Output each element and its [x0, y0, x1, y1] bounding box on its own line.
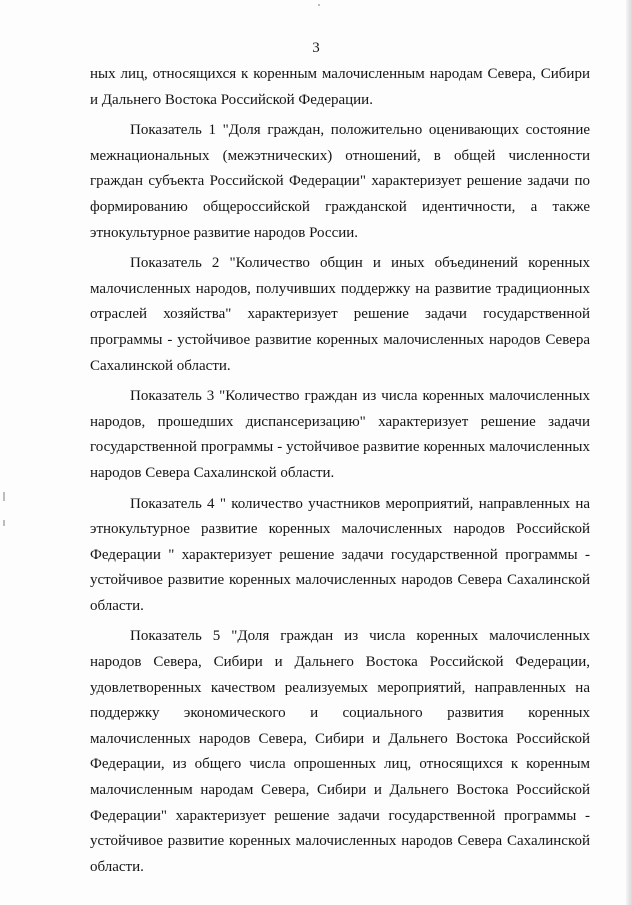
paragraph-indicator-4: Показатель 4 " количество участников мероприятий, направленных на этнокультурное развитие коренных малочисленных народов Российской Федерации " характеризует решение задачи государственной программы - устойчивое развитие коренных малочисленных народов Севера Сахалинской области.: [90, 495, 590, 614]
page-number: 3: [312, 40, 320, 56]
scan-mark-top: [318, 4, 320, 6]
paragraph-indicator-1: Показатель 1 "Доля граждан, положительно оценивающих состояние межнациональных (межэтнических) отношений, в общей численности граждан субъекта Российской Федерации" характеризует решение задачи по формированию общероссийской гражданской идентичности, а также этнокультурное развитие народов России.: [90, 122, 590, 241]
scan-edge-shadow: [626, 0, 632, 905]
scan-mark-left: [3, 492, 5, 501]
paragraph-indicator-5: Показатель 5 "Доля граждан из числа коренных малочисленных народов Севера, Сибири и Дальнего Востока Российской Федерации, удовлетворенных качеством реализуемых мероприятий, направленных на поддержку экономического и социального развития коренных малочисленных народов Севера, Сибири и Дальнего Востока Российской Федерации, из общего числа опрошенных лиц, относящихся к коренным малочисленным народам Севера, Сибири и Дальнего Востока Российской Федерации" характеризует решение задачи государственной программы - устойчивое развитие коренных малочисленных народов Севера Сахалинской области.: [90, 628, 590, 875]
document-body: [90, 62, 590, 885]
paragraph-continuation: ных лиц, относящихся к коренным малочисленным народам Севера, Сибири и Дальнего Востока Российской Федерации.: [90, 66, 590, 108]
paragraph-indicator-3: Показатель 3 "Количество граждан из числа коренных малочисленных народов, прошедших диспансеризацию" характеризует решение задачи государственной программы - устойчивое развитие коренных малочисленных народов Севера Сахалинской области.: [90, 388, 590, 481]
scan-mark-left-lower: [3, 520, 5, 526]
paragraph-indicator-2: Показатель 2 "Количество общин и иных объединений коренных малочисленных народов, получивших поддержку на развитие традиционных отраслей хозяйства" характеризует решение задачи государственной программы - устойчивое развитие коренных малочисленных народов Севера Сахалинской области.: [90, 255, 590, 374]
